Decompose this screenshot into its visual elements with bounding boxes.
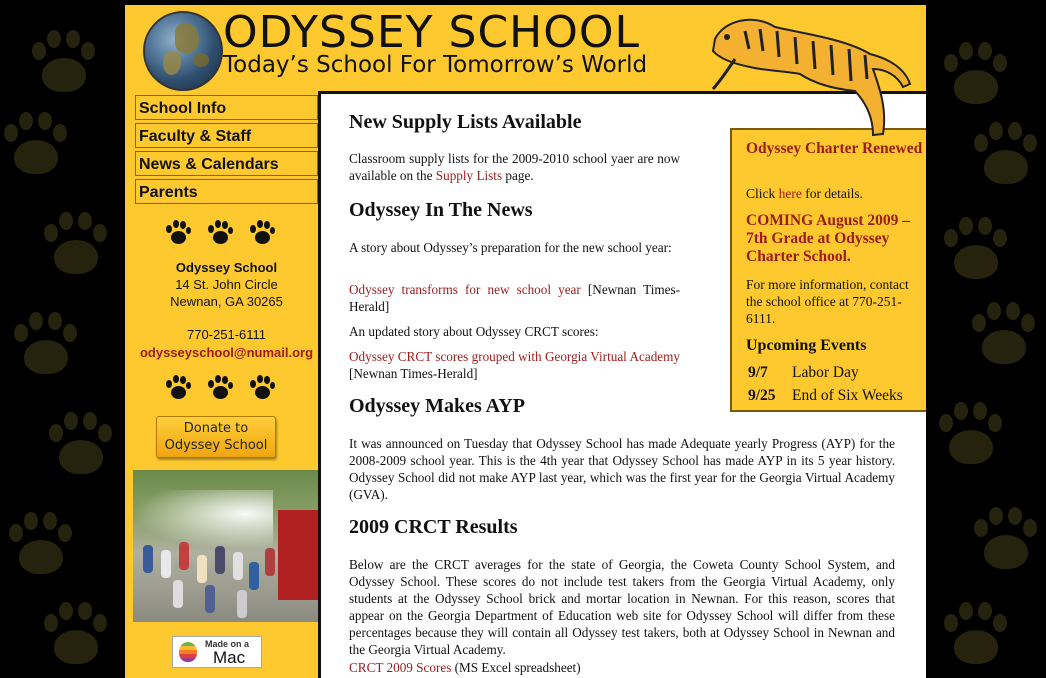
paw-icon (165, 375, 191, 401)
paw-icon (249, 375, 275, 401)
crct-scores-link[interactable]: CRCT 2009 Scores (349, 660, 452, 675)
main-content (318, 91, 926, 678)
contact-email-link[interactable]: odysseyschool@numail.org (139, 345, 314, 360)
paw-print-icon (940, 600, 1010, 670)
crct-heading: 2009 CRCT Results (349, 516, 518, 538)
globe-logo-icon[interactable] (143, 11, 223, 91)
nav-item-school-info[interactable]: School Info (135, 95, 318, 120)
paw-print-icon (40, 210, 110, 280)
ayp-text: It was announced on Tuesday that Odyssey School has made Adequate yearly Progress (AYP) for the 2008-2009 school year. This is the 4th year that Odyssey School has made AYP in its 5 year history. Odyssey School did not make AYP last year, which was the first year for the Georgia Virtual Academy (GVA). (349, 436, 895, 502)
donate-button[interactable] (156, 416, 276, 458)
news-link-transforms[interactable]: Odyssey transforms for new school year (349, 282, 581, 297)
announcements-box (730, 128, 926, 412)
apple-icon (179, 642, 197, 662)
paw-icon (165, 220, 191, 246)
news-item-2 (349, 348, 680, 382)
donate-line1: Donate to (183, 421, 249, 436)
paw-print-icon (0, 110, 70, 180)
event-name: End of Six Weeks (792, 387, 903, 404)
made-on-a-mac-badge[interactable] (172, 636, 262, 668)
paw-icon (207, 220, 233, 246)
nav-item-faculty-staff[interactable]: Faculty & Staff (135, 123, 318, 148)
supply-lists-link[interactable]: Supply Lists (435, 168, 503, 183)
events-title: Upcoming Events (746, 337, 867, 354)
donate-line2: Odyssey School (164, 438, 268, 453)
contact-name: Odyssey School (175, 260, 278, 275)
students-photo (133, 470, 318, 622)
crct-scores-note: (MS Excel spreadsheet) (451, 660, 581, 675)
paw-print-icon (45, 410, 115, 480)
paw-print-icon (935, 400, 1005, 470)
charter-heading: Odyssey Charter Renewed (746, 140, 923, 157)
event-row (748, 364, 859, 382)
paw-print-icon (940, 215, 1010, 285)
coming-heading: COMING August 2009 – 7th Grade at Odyssey Charter School. (746, 212, 911, 265)
mac-badge-bottom: Mac (213, 648, 246, 667)
event-date: 9/25 (748, 387, 776, 404)
news-heading: Odyssey In The News (349, 199, 533, 221)
here-link[interactable]: here (778, 186, 802, 201)
paw-icon (207, 375, 233, 401)
paw-print-icon (10, 310, 80, 380)
contact-city: Newnan, GA 30265 (170, 294, 283, 309)
paw-row-top (165, 220, 275, 248)
news-item-1 (349, 281, 680, 315)
paw-print-icon (970, 505, 1040, 575)
mac-badge-top: Made on a (205, 639, 250, 649)
crct-text: Below are the CRCT averages for the state of Georgia, the Coweta County School System, and Odyssey School. These scores do not include test takers from the Georgia Virtual Academy, only students at the Odyssey School brick and mortar location in Newnan. For this reason, scores that appear on the Georgia Department of Education web site for Odyssey School will differ from these percentages because they will contain all Odyssey test takers, both at Odyssey School in Newnan and the Georgia Virtual Academy. (349, 557, 895, 657)
news-source-2: [Newnan Times-Herald] (349, 366, 478, 381)
page-container (125, 5, 926, 678)
tiger-mascot-icon (705, 9, 915, 139)
contact-phone: 770-251-6111 (186, 327, 267, 342)
paw-print-icon (970, 120, 1040, 190)
contact-street: 14 St. John Circle (175, 277, 278, 292)
news-intro-1: A story about Odyssey’s preparation for the new school year: (349, 240, 672, 255)
paw-row-bottom (165, 375, 275, 403)
main-nav (135, 95, 318, 207)
supply-text (349, 150, 680, 184)
paw-print-icon (5, 510, 75, 580)
supply-heading: New Supply Lists Available (349, 111, 582, 133)
crct-scores-line (349, 659, 895, 676)
event-name: Labor Day (792, 364, 859, 381)
contact-info-text: For more information, contact the school office at 770-251-6111. (746, 277, 909, 326)
ayp-heading: Odyssey Makes AYP (349, 395, 525, 417)
paw-icon (249, 220, 275, 246)
news-link-crct-scores[interactable]: Odyssey CRCT scores grouped with Georgia Virtual Academy (349, 349, 680, 364)
supply-text-before: Classroom supply lists for the 2009-2010 school yaer are now available on the (349, 151, 680, 183)
paw-print-icon (940, 40, 1010, 110)
details-text: for details. (801, 186, 863, 201)
paw-print-icon (28, 28, 98, 98)
site-tagline: Today’s School For Tomorrow’s World (223, 52, 648, 78)
news-source-1: [Newnan Times-Herald] (349, 282, 681, 314)
contact-address (135, 259, 318, 310)
click-text: Click (746, 186, 779, 201)
nav-item-news-calendars[interactable]: News & Calendars (135, 151, 318, 176)
nav-item-parents[interactable]: Parents (135, 179, 318, 204)
paw-print-icon (968, 300, 1038, 370)
charter-details (746, 185, 863, 202)
event-row (748, 387, 903, 405)
supply-text-after: page. (502, 168, 534, 183)
paw-print-icon (40, 600, 110, 670)
event-date: 9/7 (748, 364, 768, 381)
news-intro-2: An updated story about Odyssey CRCT scores: (349, 324, 599, 339)
site-title[interactable]: ODYSSEY SCHOOL (223, 7, 641, 58)
